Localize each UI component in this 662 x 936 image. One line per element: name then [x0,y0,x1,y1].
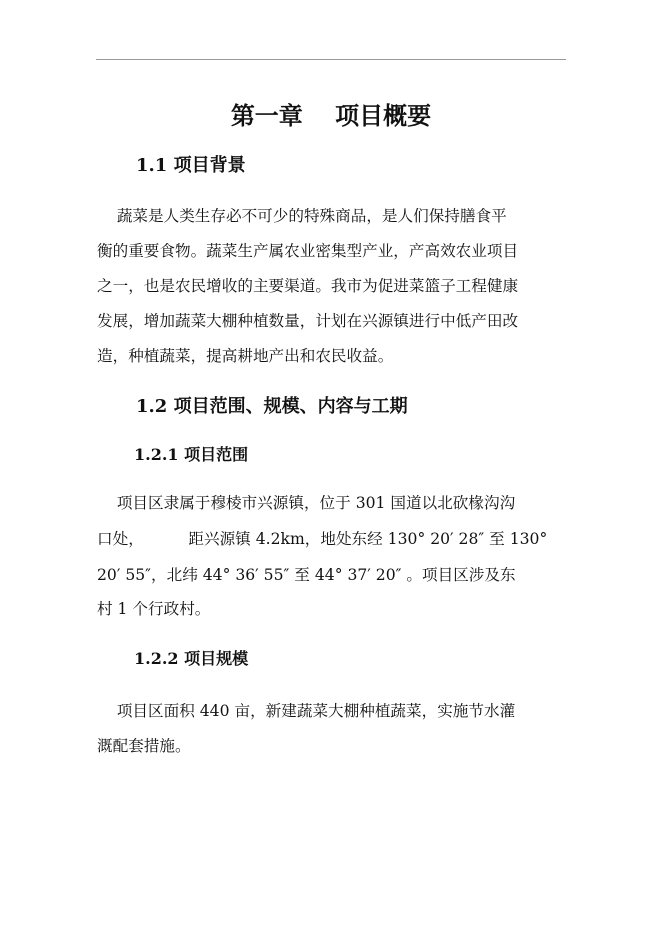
paragraph-line: 造，种植蔬菜，提高耕地产出和农民收益。 [97,347,394,365]
paragraph-line: 20′ 55″，北纬 44° 36′ 55″ 至 44° 37′ 20″ 。项目区涉及东 [97,566,516,584]
paragraph-line: 溉配套措施。 [97,737,191,755]
paragraph-line: 发展，增加蔬菜大棚种植数量，计划在兴源镇进行中低产田改 [97,312,519,330]
paragraph-line: 项目区面积 440 亩，新建蔬菜大棚种植蔬菜，实施节水灌 [97,702,516,720]
paragraph-line: 口处， 距兴源镇 4.2km，地处东经 130° 20′ 28″ 至 130° [97,530,548,548]
subsection-heading-1-2-2: 1.2.2 项目规模 [134,649,249,668]
section-heading-1-1: 1.1 项目背景 [136,155,246,176]
paragraph-line: 蔬菜是人类生存必不可少的特殊商品，是人们保持膳食平 [97,207,507,225]
paragraph-line: 衡的重要食物。蔬菜生产属农业密集型产业，产高效农业项目 [97,242,519,260]
section-heading-1-2: 1.2 项目范围、规模、内容与工期 [136,396,408,417]
paragraph-line: 村 1 个行政村。 [97,600,211,618]
paragraph-line: 之一，也是农民增收的主要渠道。我市为促进菜篮子工程健康 [97,277,519,295]
paragraph-line: 项目区隶属于穆棱市兴源镇，位于 301 国道以北砍椽沟沟 [97,494,516,512]
header-rule [96,59,566,60]
chapter-title: 第一章 项目概要 [230,101,432,130]
subsection-heading-1-2-1: 1.2.1 项目范围 [134,445,249,464]
